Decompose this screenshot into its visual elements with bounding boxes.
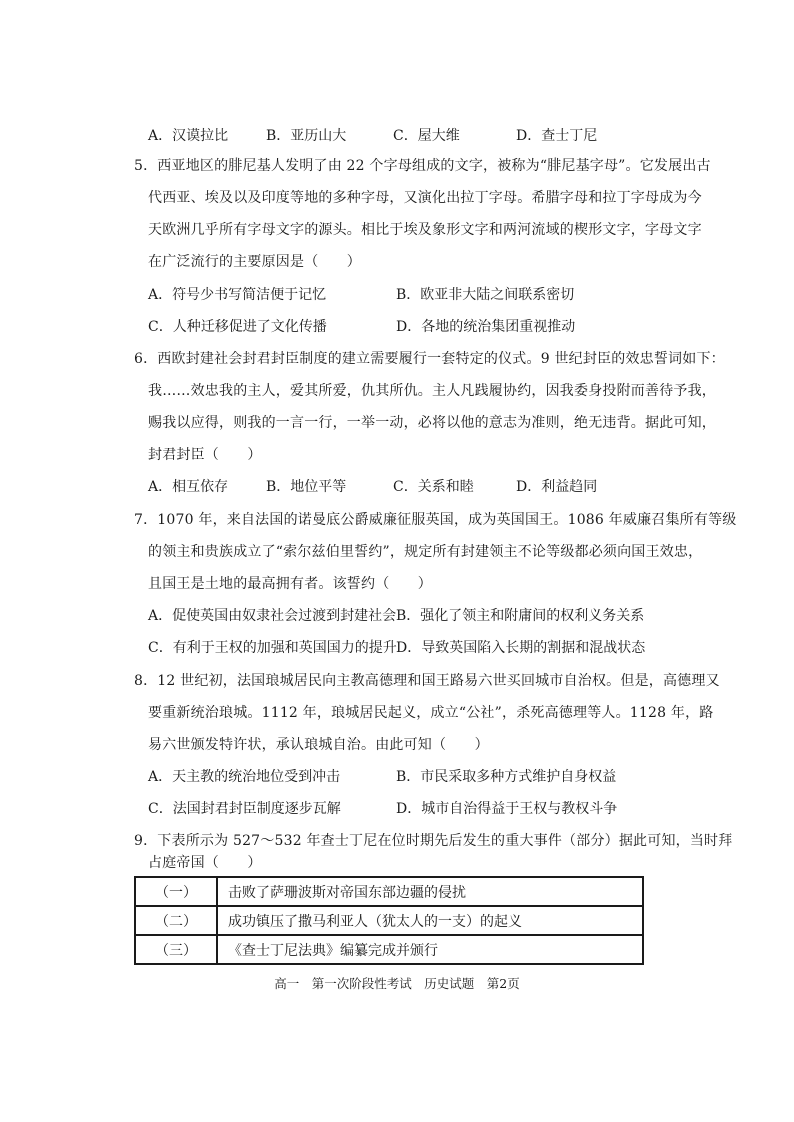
- table-cell-event: 《查士丁尼法典》编纂完成并颁行: [217, 935, 643, 964]
- q7-option-a: A．促使英国由奴隶社会过渡到封建社会: [148, 608, 397, 624]
- q6-stem-line-3: 赐我以应得，则我的一言一行，一举一动，必将以他的意志为准则，绝无违背。据此可知，: [148, 415, 716, 431]
- q6-option-d: D．利益趋同: [516, 479, 598, 495]
- q5-stem-line-2: 代西亚、埃及以及印度等地的多种字母，又演化出拉丁字母。希腊字母和拉丁字母成为今: [148, 190, 702, 206]
- q8-stem-line-2: 要重新统治琅城。1112 年，琅城居民起义，成立“公社”，杀死高德理等人。1128 年，路: [148, 705, 714, 721]
- q7-stem-line-3: 且国王是土地的最高拥有者。该誓约（ ）: [148, 576, 432, 592]
- table-cell-index: （三）: [135, 935, 217, 964]
- table-cell-index: （二）: [135, 906, 217, 935]
- q7-option-c: C．有利于王权的加强和英国国力的提升: [148, 640, 397, 656]
- q6-option-b: B．地位平等: [266, 479, 347, 495]
- q5-stem-line-4: 在广泛流行的主要原因是（ ）: [148, 254, 361, 270]
- q7-option-b: B．强化了领主和附庸间的权利义务关系: [396, 608, 645, 624]
- q9-stem-line-2: 占庭帝国（ ）: [148, 855, 262, 871]
- q9-events-table: [134, 876, 644, 965]
- table-cell-event: 成功镇压了撒马利亚人（犹太人的一支）的起义: [217, 906, 643, 935]
- q5-option-d: D．各地的统治集团重视推动: [396, 319, 576, 335]
- q5-option-a: A．符号少书写简洁便于记忆: [148, 287, 327, 303]
- q8-stem-line-1: 8．12 世纪初，法国琅城居民向主教高德理和国王路易六世买回城市自治权。但是，高德理又: [134, 673, 720, 689]
- q4-option-d: D．查士丁尼: [516, 128, 598, 144]
- q5-stem-line-1: 5．西亚地区的腓尼基人发明了由 22 个字母组成的文字，被称为“腓尼基字母”。它发展出古: [134, 158, 711, 174]
- q8-option-d: D．城市自治得益于王权与教权斗争: [396, 801, 618, 817]
- q9-stem-line-1: 9．下表所示为 527～532 年查士丁尼在位时期先后发生的重大事件（部分）据此可知，当时拜: [134, 833, 733, 849]
- q7-stem-line-1: 7．1070 年，来自法国的诺曼底公爵威廉征服英国，成为英国国王。1086 年威廉召集所有等级: [134, 512, 737, 528]
- q7-stem-line-2: 的领主和贵族成立了“索尔兹伯里誓约”，规定所有封建领主不论等级都必须向国王效忠，: [148, 544, 703, 560]
- table-cell-event: 击败了萨珊波斯对帝国东部边疆的侵扰: [217, 877, 643, 906]
- q5-option-b: B．欧亚非大陆之间联系密切: [396, 287, 575, 303]
- table-row: [135, 906, 643, 935]
- q7-option-d: D．导致英国陷入长期的割据和混战状态: [396, 640, 646, 656]
- q5-option-c: C．人种迁移促进了文化传播: [148, 319, 327, 335]
- q8-stem-line-3: 易六世颁发特许状，承认琅城自治。由此可知（ ）: [148, 737, 489, 753]
- q6-stem-line-2: 我……效忠我的主人，爱其所爱，仇其所仇。主人凡践履协约，因我委身投附而善待予我，: [148, 383, 716, 399]
- q5-stem-line-3: 天欧洲几乎所有字母文字的源头。相比于埃及象形文字和两河流域的楔形文字，字母文字: [148, 222, 702, 238]
- q8-option-b: B．市民采取多种方式维护自身权益: [396, 769, 617, 785]
- q6-option-a: A．相互依存: [148, 479, 229, 495]
- table-cell-index: （一）: [135, 877, 217, 906]
- q8-option-c: C．法国封君封臣制度逐步瓦解: [148, 801, 341, 817]
- q8-option-a: A．天主教的统治地位受到冲击: [148, 769, 341, 785]
- q6-stem-line-4: 封君封臣（ ）: [148, 447, 262, 463]
- page-footer: 高一 第一次阶段性考试 历史试题 第2页: [274, 976, 520, 991]
- q4-option-b: B．亚历山大: [266, 128, 347, 144]
- q4-option-c: C．屋大维: [393, 128, 460, 144]
- table-row: [135, 877, 643, 906]
- q6-stem-line-1: 6．西欧封建社会封君封臣制度的建立需要履行一套特定的仪式。9 世纪封臣的效忠誓词如下：: [134, 351, 725, 367]
- q6-option-c: C．关系和睦: [393, 479, 474, 495]
- table-row: [135, 935, 643, 964]
- q4-option-a: A．汉谟拉比: [148, 128, 229, 144]
